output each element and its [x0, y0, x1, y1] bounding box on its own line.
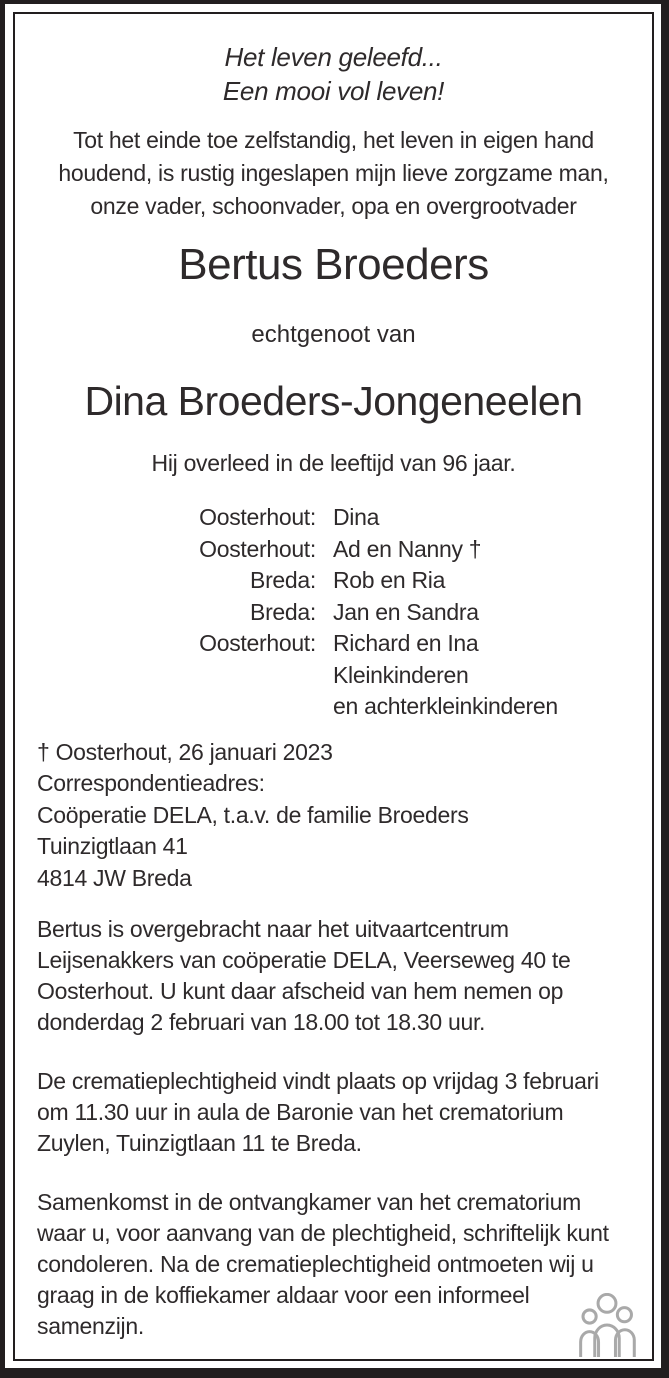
obituary-inner-frame [13, 12, 654, 1361]
family-names: Jan en Sandra [333, 598, 479, 625]
condolence-paragraph [37, 1187, 630, 1342]
intro-line: houdend, is rustig ingeslapen mijn lieve zorgzame man, [58, 160, 609, 186]
age-line: Hij overleed in de leeftijd van 96 jaar. [151, 450, 516, 476]
visitation-paragraph [37, 914, 630, 1038]
paragraph-line: graag in de koffiekamer aldaar voor een informeel [37, 1282, 530, 1308]
correspondence-line: Correspondentieadres: [37, 770, 265, 796]
paragraph-line: Zuylen, Tuinzigtlaan 11 te Breda. [37, 1130, 362, 1156]
deceased-name: Bertus Broeders [178, 240, 489, 289]
family-names: Rob en Ria [333, 567, 446, 593]
family-city: Breda: [250, 567, 316, 593]
correspondence-line: Coöperatie DELA, t.a.v. de familie Broeders [37, 801, 469, 828]
paragraph-line: donderdag 2 februari van 18.00 tot 18.30 uur. [37, 1009, 486, 1035]
family-list [37, 502, 630, 723]
motto-line-2: Een mooi vol leven! [222, 76, 445, 106]
correspondence-block [37, 737, 630, 895]
family-city: Breda: [250, 598, 316, 625]
three-people-family-icon [578, 1293, 636, 1357]
family-names: Kleinkinderen [333, 661, 469, 688]
family-names: Ad en Nanny † [333, 535, 482, 562]
correspondence-line: 4814 JW Breda [37, 864, 192, 891]
correspondence-line: Tuinzigtlaan 41 [37, 833, 188, 859]
paragraph-line: condoleren. Na de crematieplechtigheid ontmoeten wij u [37, 1251, 594, 1277]
family-city: Oosterhout: [199, 630, 316, 656]
intro-line: Tot het einde toe zelfstandig, het leven in eigen hand [73, 127, 594, 153]
spouse-name: Dina Broeders-Jongeneelen [84, 378, 583, 424]
paragraph-line: waar u, voor aanvang van de plechtigheid, schriftelijk kunt [37, 1220, 609, 1246]
motto-line-1: Het leven geleefd... [224, 42, 443, 72]
paragraph-line: Samenkomst in de ontvangkamer van het crematorium [37, 1189, 581, 1215]
family-names: Richard en Ina [333, 630, 479, 656]
family-city [37, 660, 316, 692]
motto [37, 40, 630, 108]
paragraph-line: Oosterhout. U kunt daar afscheid van hem nemen op [37, 978, 564, 1004]
paragraph-line: Leijsenakkers van coöperatie DELA, Veerseweg 40 te [37, 947, 571, 973]
intro-line: onze vader, schoonvader, opa en overgrootvader [90, 193, 577, 219]
intro-paragraph [37, 124, 630, 223]
paragraph-line: samenzijn. [37, 1313, 144, 1339]
family-city: Oosterhout: [199, 535, 316, 562]
relation-label: echtgenoot van [251, 321, 416, 348]
family-names: Dina [333, 504, 380, 530]
paragraph-line: Bertus is overgebracht naar het uitvaartcentrum [37, 916, 509, 942]
paragraph-line: om 11.30 uur in aula de Baronie van het crematorium [37, 1099, 564, 1125]
death-place-date: † Oosterhout, 26 januari 2023 [37, 738, 333, 765]
family-city [37, 691, 316, 723]
family-names: en achterkleinkinderen [333, 693, 558, 719]
paragraph-line: De crematieplechtigheid vindt plaats op vrijdag 3 februari [37, 1068, 599, 1094]
cremation-paragraph [37, 1066, 630, 1159]
family-city: Oosterhout: [199, 504, 316, 530]
